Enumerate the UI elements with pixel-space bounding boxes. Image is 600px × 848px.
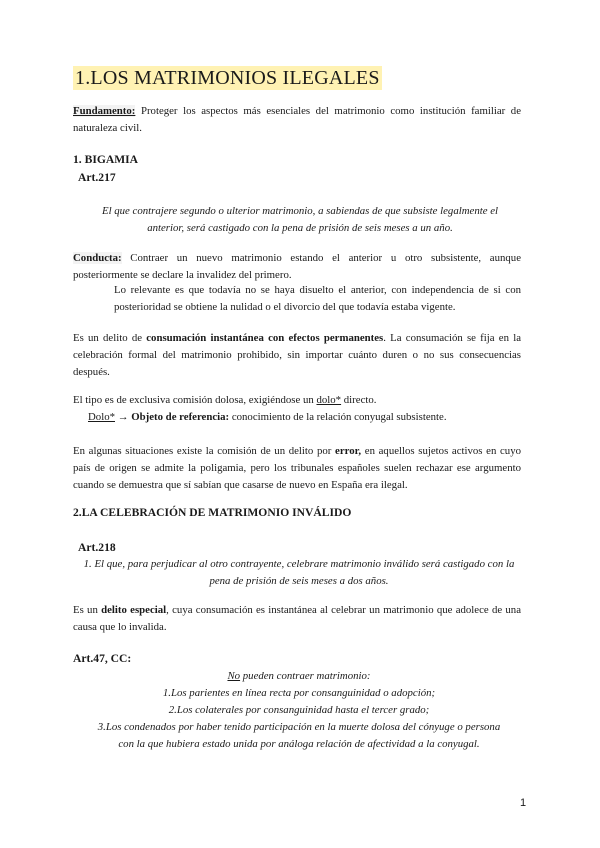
article-217-quote xyxy=(80,203,520,237)
article-218-quote xyxy=(74,556,524,590)
tipo-pre: El tipo es de exclusiva comisión dolosa, exigiéndose un xyxy=(73,394,317,406)
cc-item: con la que hubiera estado unida por análoga relación de afectividad a la conyugal. xyxy=(118,738,480,750)
dolo-bold: Objeto de referencia: xyxy=(131,411,230,423)
quote-line: 1. El que, para perjudicar al otro contrayente, celebrare matrimonio inválido será castigado con la xyxy=(83,558,515,570)
fundamento-paragraph xyxy=(73,103,521,137)
article-47-cc-label: Art.47, CC: xyxy=(73,652,132,665)
especial-bold: delito especial xyxy=(101,604,167,616)
dolo-label: Dolo* xyxy=(88,411,115,423)
quote-line: anterior, será castigado con la pena de prisión de seis meses a un año. xyxy=(147,222,453,234)
cc-no: No xyxy=(227,670,241,682)
especial-pre: Es un xyxy=(73,604,102,616)
fundamento-text: Proteger los aspectos más esenciales del matrimonio como institución familiar de naturaleza civil. xyxy=(73,105,521,134)
error-pre: En algunas situaciones existe la comisión de un delito por xyxy=(73,445,336,457)
tipo-dolo-link: dolo* xyxy=(316,394,342,406)
article-217-label: Art.217 xyxy=(78,171,116,184)
quote-line: El que contrajere segundo o ulterior matrimonio, a sabiendas de que subsiste legalmente el xyxy=(101,205,499,217)
page-title: 1.LOS MATRIMONIOS ILEGALES xyxy=(75,67,380,89)
cc-item: 1.Los parientes en línea recta por consanguinidad o adopción; xyxy=(162,687,436,699)
section-heading-bigamia: 1. BIGAMIA xyxy=(73,153,139,166)
relevante-paragraph: Lo relevante es que todavía no se haya disuelto el anterior, con independencia de si con posterioridad se obtiene la nulidad o el divorcio del que todavía estaba vigente. xyxy=(114,284,521,313)
conducta-text: Contraer un nuevo matrimonio estando el anterior u otro subsistente, aunque posteriormente se declare la invalidez del primero. xyxy=(73,252,521,281)
especial-paragraph xyxy=(73,602,521,636)
consumacion-post: . La consumación se fija en la celebración formal del matrimonio prohibido, sin importar cuánto duren o no sus consecuencias después. xyxy=(73,332,521,378)
error-bold: error, xyxy=(335,445,362,457)
tipo-post: directo. xyxy=(341,394,377,406)
arrow-icon: → xyxy=(115,411,132,423)
especial-post: , cuya consumación es instantánea al celebrar un matrimonio que adolece de una causa que lo invalida. xyxy=(73,604,521,633)
conducta-label: Conducta: xyxy=(73,252,122,264)
conducta-paragraph xyxy=(73,250,521,284)
consumacion-bold: consumación instantánea con efectos permanentes xyxy=(146,332,384,344)
quote-line: pena de prisión de seis meses a dos años. xyxy=(209,575,389,587)
cc-intro-text: pueden contraer matrimonio: xyxy=(240,670,371,682)
cc-article-list xyxy=(74,668,524,753)
error-paragraph xyxy=(73,443,521,494)
consumacion-pre: Es un delito de xyxy=(73,332,147,344)
dolo-text: conocimiento de la relación conyugal subsistente. xyxy=(229,411,447,423)
error-post: en aquellos sujetos activos en cuyo país de origen se admite la poligamia, pero los tribunales españoles suelen rechazar ese argumento cuando se demuestra que sí sabían que casarse de nuevo en España era ilegal. xyxy=(73,445,521,491)
article-218-label: Art.218 xyxy=(78,541,116,554)
consumacion-paragraph xyxy=(73,330,521,381)
section-heading-matrimonio-invalido: 2.LA CELEBRACIÓN DE MATRIMONIO INVÁLIDO xyxy=(73,506,352,519)
page-number: 1 xyxy=(520,797,527,809)
fundamento-label: Fundamento: xyxy=(73,105,136,117)
dolo-paragraph xyxy=(88,409,521,426)
cc-item: 3.Los condenados por haber tenido participación en la muerte dolosa del cónyuge o persona xyxy=(97,721,501,733)
tipo-paragraph xyxy=(73,392,521,409)
cc-item: 2.Los colaterales por consanguinidad hasta el tercer grado; xyxy=(168,704,430,716)
cc-intro xyxy=(74,668,524,685)
